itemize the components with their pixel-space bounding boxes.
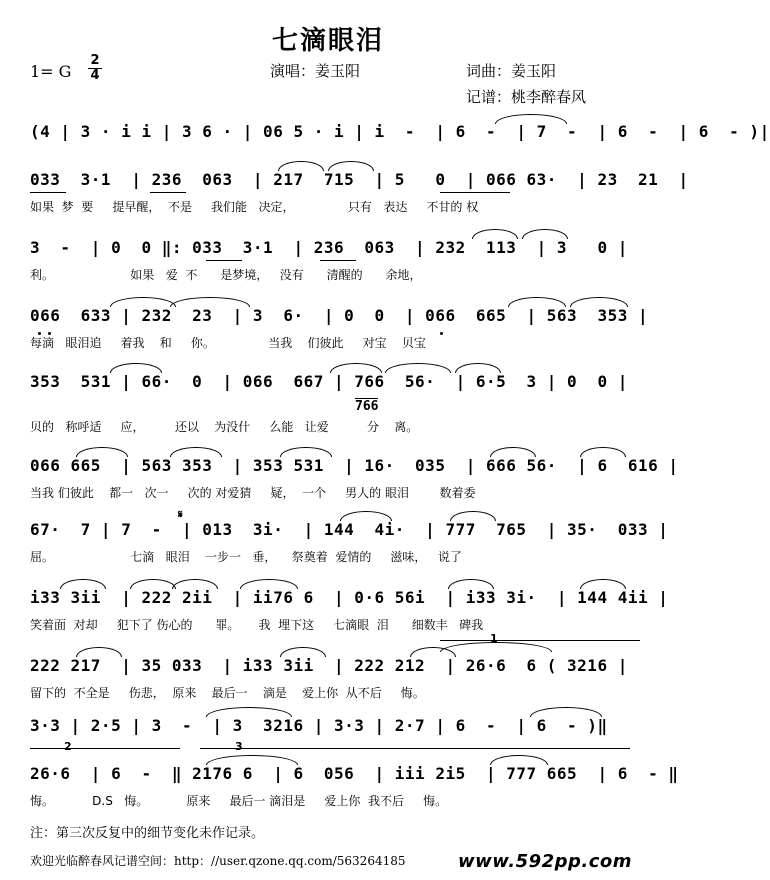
composer-credit: 词曲：姜玉阳: [466, 62, 557, 80]
lyrics-line-7: 屈。 七滴 眼泪 一步一 垂， 祭奠着 爱情的 滋味， 说了: [30, 550, 462, 564]
staff-system-11: [30, 740, 679, 790]
staff-notes: 222 217 | 35 033 | i33 3ii | 222 212 | 26·6 6 ( 3216 |: [30, 656, 628, 675]
slur-mark: [76, 447, 128, 457]
slur-mark: [280, 447, 332, 457]
staff-notes: 26·6 | 6 - ‖ 2176 6 | 6 056 | iii 2i5 | 777 665 | 6 - ‖: [30, 764, 679, 783]
staff-system-9: [30, 632, 630, 682]
staff-system-5: [30, 372, 630, 398]
slur-mark: [472, 229, 518, 239]
slur-mark: [170, 447, 222, 457]
staff-system-4: [30, 306, 649, 332]
site-watermark: www.592pp.com: [458, 851, 633, 872]
slur-mark: [490, 447, 536, 457]
staff-notes: i33 3ii | 222 2ii | ii76 6 | 0·6 56i | i33 3i· | 144 4ii |: [30, 588, 669, 607]
transcriber-credit: 记谱：桃李醉春风: [466, 88, 587, 106]
lyrics-line-8: 笑着面 对却 犯下了 伤心的 罪。 我 埋下这 七滴眼 泪 细数丰 碑我: [30, 618, 484, 632]
slur-mark: [580, 579, 626, 589]
beam-line: [440, 192, 510, 193]
staff-notes: 67· 7 | 7 - | 013 3i· | 144 4i· | 777 765 | 35· 033 |: [30, 520, 669, 539]
slur-mark: [60, 579, 106, 589]
slur-mark: [76, 647, 122, 657]
slur-mark: [110, 297, 176, 307]
staff-notes: 3 - | 0 0 ‖: 033 3·1 | 236 063 | 232 113 | 3 0 |: [30, 238, 628, 257]
volta-bracket: [440, 640, 640, 641]
footer-text: 欢迎光临醉春风记谱空间：http：//user.qzone.qq.com/563264185: [30, 854, 406, 868]
beam-line: [30, 192, 66, 193]
volta-number: 1: [490, 632, 498, 645]
slur-mark: [110, 363, 162, 373]
staff-system-8: [30, 588, 669, 614]
volta-number: 2: [64, 740, 72, 753]
lyrics-line-4: 每滴 眼泪追 着我 和 你。 当我 们彼此 对宝 贝宝: [30, 336, 426, 350]
lyrics-line-2: 如果 梦 要 提早醒， 不是 我们能 决定， 只有 表达 不甘的 权: [30, 200, 479, 214]
singer-credit: 演唱：姜玉阳: [270, 62, 361, 80]
slur-mark: [206, 707, 292, 717]
staff-notes: 3·3 | 2·5 | 3 - | 3 3216 | 3·3 | 2·7 | 6 - | 6 - )‖: [30, 716, 608, 735]
staff-notes: 066 633 | 232 23 | 3 6· | 0 0 | 066 665 | 563 353 |: [30, 306, 649, 325]
footnote: 注：第三次反复中的细节变化未作记录。: [30, 826, 265, 841]
time-signature-bottom: 4: [90, 68, 100, 83]
volta-bracket: [30, 748, 180, 749]
slur-mark: [278, 161, 324, 171]
lyrics-line-3: 利。 如果 爱 不 是梦境， 没有 清醒的 余地，: [30, 268, 422, 282]
staff-notes: 066 665 | 563 353 | 353 531 | 16· 035 | 666 56· | 6 616 |: [30, 456, 679, 475]
lyrics-line-11: 悔。 D.S 悔。 原来 最后一 滴泪是 爱上你 我不后 悔。: [30, 794, 448, 808]
slur-mark: [328, 161, 374, 171]
staff-system-1: [30, 122, 770, 148]
staff-system-7: [30, 508, 669, 546]
slur-mark: [130, 579, 176, 589]
beam-line: [206, 260, 242, 261]
slur-mark: [385, 363, 451, 373]
staff-system-3: [30, 238, 630, 264]
volta-number: 3: [235, 740, 243, 753]
volta-bracket: [200, 748, 630, 749]
staff-system-2: [30, 170, 689, 196]
time-signature-top: 2: [90, 53, 100, 68]
lyrics-line-6: 当我 们彼此 都一 次一 次的 对爱猜 疑， 一个 男人的 眼泪 数着委: [30, 486, 476, 500]
slur-mark: [580, 447, 626, 457]
slur-mark: [170, 297, 250, 307]
staff-notes: 033 3·1 | 236 063 | 217 715 | 5 0 | 066 63· | 23 21 |: [30, 170, 689, 189]
slur-mark: [448, 579, 494, 589]
staff-system-6: [30, 456, 679, 482]
song-title: 七滴眼泪: [271, 26, 384, 56]
lyrics-line-9: 留下的 不全是 伤悲， 原来 最后一 滴是 爱上你 从不后 悔。: [30, 686, 425, 700]
tie-mark: [206, 755, 298, 765]
slur-mark: [490, 755, 548, 765]
segno-sign: 𝄋: [178, 508, 183, 521]
slur-mark: [340, 511, 392, 521]
staff-system-10: [30, 716, 630, 742]
alternate-notes: 766: [355, 399, 379, 414]
staff-notes: 353 531 | 66· 0 | 066 667 | 766 56· | 6·5 3 | 0 0 |: [30, 372, 628, 391]
slur-mark: [522, 229, 568, 239]
staff-notes: (4 | 3 · i i | 3 6 · | 06 5 · i | i - | 6 - | 7 - | 6 - | 6 - )|: [30, 122, 770, 141]
slur-mark: [330, 363, 382, 373]
key-signature: 1= G: [30, 62, 72, 81]
time-signature: [88, 55, 102, 82]
beam-line: [320, 260, 356, 261]
slur-mark: [172, 579, 218, 589]
lyrics-line-5: 贝的 称呼适 应， 还以 为没什 么能 让爱 分 离。: [30, 420, 419, 434]
slur-mark: [508, 297, 566, 307]
slur-mark: [450, 511, 496, 521]
beam-line: [150, 192, 186, 193]
slur-mark: [570, 297, 628, 307]
slur-mark: [280, 647, 326, 657]
slur-mark: [455, 363, 501, 373]
slur-mark: [240, 579, 298, 589]
tie-mark: [530, 707, 602, 717]
tie-mark: [495, 114, 567, 124]
